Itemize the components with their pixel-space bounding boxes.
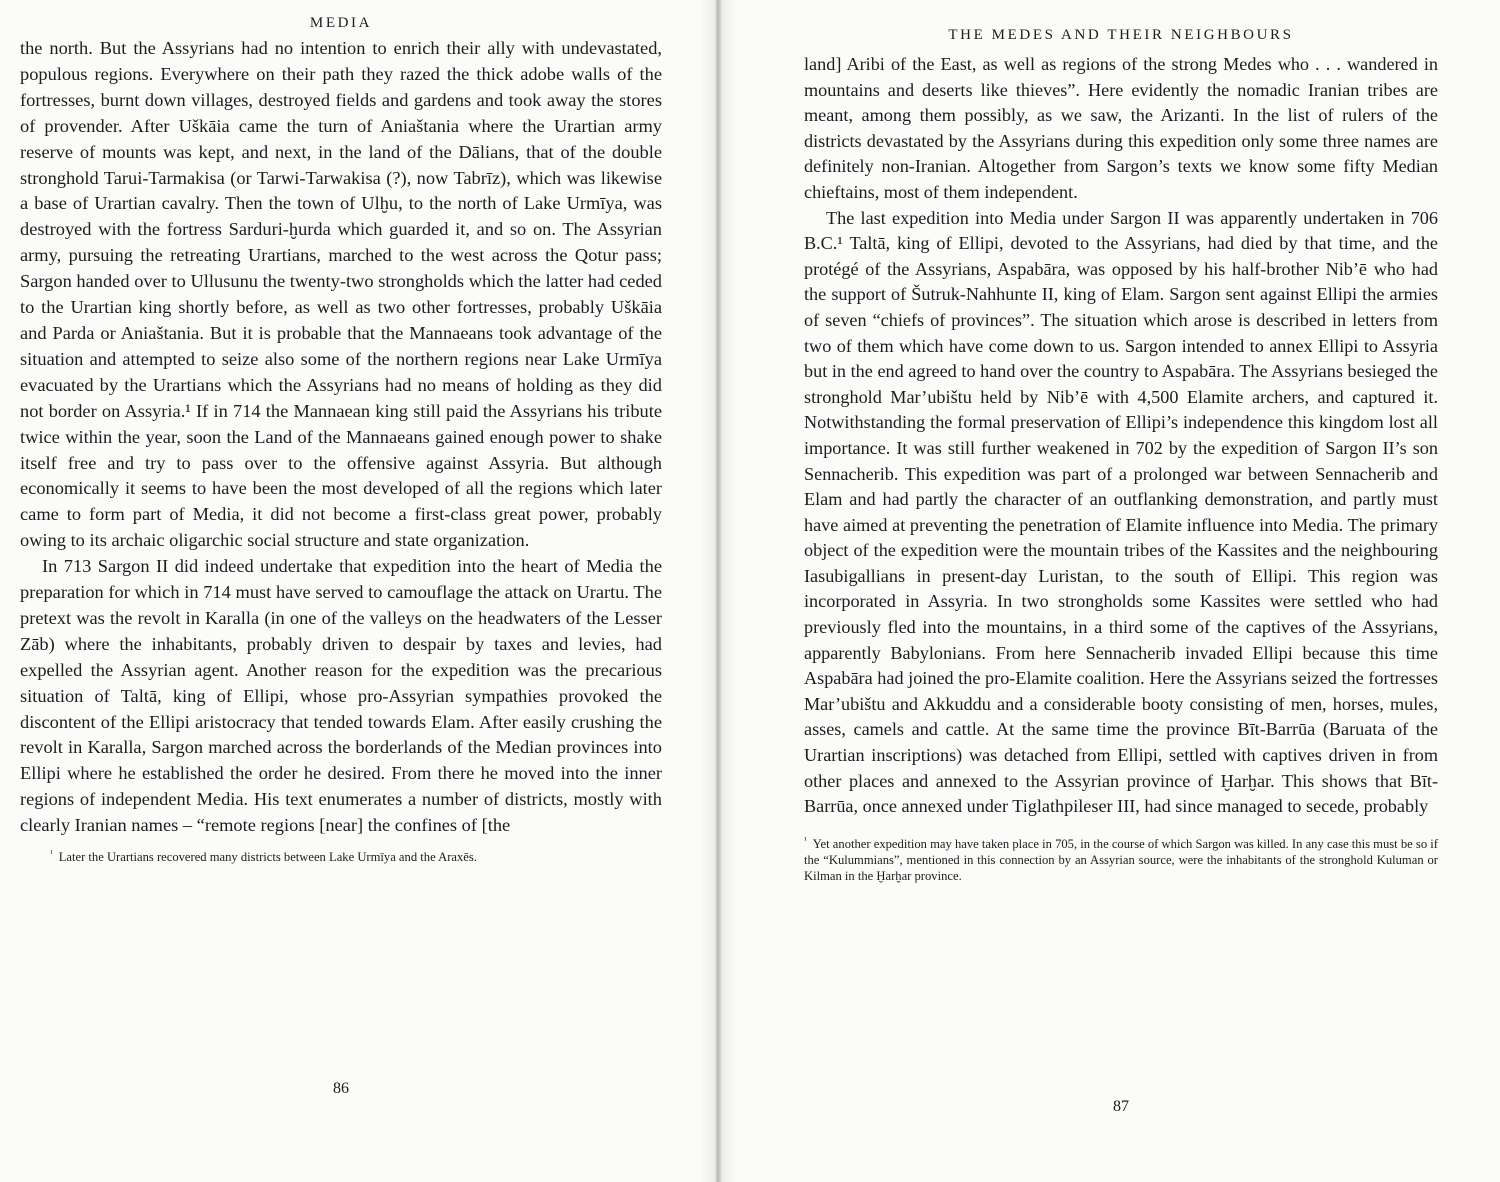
page-number: 86 <box>333 1080 349 1097</box>
book-gutter <box>700 0 736 1182</box>
running-head: MEDIA <box>309 15 373 31</box>
body-text <box>20 36 662 839</box>
right-page <box>804 0 1438 1115</box>
footnote-text: Yet another expedition may have taken place in 705, in the course of which Sargon was killed. In any case this must be so if the “Kulummians”, mentioned in this connection by an Assyrian source, were the inhabitants of the stronghold Kuluman or Kilman in the Ḫarḫar province. <box>804 837 1438 883</box>
page-number: 87 <box>1113 1098 1129 1115</box>
paragraph: the north. But the Assyrians had no intention to enrich their ally with undevastated, populous regions. Everywhere on their path they razed the thick adobe walls of the fortresses, burnt down villages, destroyed fields and gardens and took away the stores of provender. After Uškāia came the turn of Aniaštania where the Urartian army reserve of mounts was kept, and next, in the land of the Dālians, that of the double stronghold Tarui-Tarmakisa (or Tarwi-Tarwakisa (?), now Tabrīz), which was likewise a base of Urartian cavalry. Then the town of Ulḫu, to the north of Lake Urmīya, was destroyed with the fortress Sarduri-ḫurda which guarded it, and so on. The Assyrian army, pursuing the retreating Urartians, marched to the west across the Qotur pass; Sargon handed over to Ullusunu the twenty-two strongholds which the latter had ceded to the Urartian king shortly before, as well as two other fortresses, probably Uškāia and Parda or Aniaštania. But it is probable that the Mannaeans took advantage of the situation and attempted to seize also some of the northern regions near Lake Urmīya evacuated by the Urartians which the Assyrians had no means of holding as they did not border on Assyria.¹ If in 714 the Mannaean king still paid the Assyrians his tribute twice within the year, soon the Land of the Mannaeans gained enough power to shake itself free and try to pass over to the offensive against Assyria. But although economically it seems to have been the most developed of all the regions which later came to form part of Media, it did not become a first-class great power, probably owing to its archaic oligarchic social structure and state organization. <box>20 38 662 551</box>
footnote-mark: ¹ <box>50 848 53 859</box>
paragraph: land] Aribi of the East, as well as regions of the strong Medes who . . . wandered in mountains and deserts like thieves”. Here evidently the nomadic Iranian tribes are meant, among them possibly, as we saw, the Arizanti. In the list of rulers of the districts devastated by the Assyrians during this expedition only some three names are definitely non-Iranian. Altogether from Sargon’s texts we know some fifty Median chieftains, most of them independent. <box>804 54 1438 202</box>
paragraph: In 713 Sargon II did indeed undertake that expedition into the heart of Media the preparation for which in 714 must have served to camouflage the attack on Urartu. The pretext was the revolt in Karalla (in one of the valleys on the headwaters of the Lesser Zāb) where the inhabitants, probably driven to despair by taxes and levies, had expelled the Assyrian agent. Another reason for the expedition was the precarious situation of Taltā, king of Ellipi, whose pro-Assyrian sympathies provoked the discontent of the Ellipi aristocracy that tended towards Elam. After easily crushing the revolt in Karalla, Sargon marched across the borderlands of the Median provinces into Ellipi where he established the order he desired. From there he moved into the inner regions of independent Media. His text enumerates a number of districts, mostly with clearly Iranian names – “remote regions [near] the confines of [the <box>20 556 662 836</box>
footnote <box>804 832 1438 884</box>
left-page <box>20 0 662 1097</box>
footnote-text: Later the Urartians recovered many districts between Lake Urmīya and the Araxēs. <box>58 850 477 865</box>
footnote-mark: ¹ <box>804 834 807 845</box>
body-text <box>804 52 1438 820</box>
footnote <box>20 845 662 865</box>
running-head: THE MEDES AND THEIR NEIGHBOURS <box>948 27 1294 43</box>
paragraph: The last expedition into Media under Sargon II was apparently undertaken in 706 B.C.¹ Taltā, king of Ellipi, devoted to the Assyrians, had died by that time, and the protégé of the Assyrians, Aspabāra, was opposed by his half-brother Nib’ē who had the support of Šutruk-Nahhunte II, king of Elam. Sargon sent against Ellipi the armies of seven “chiefs of provinces”. The situation which arose is described in letters from two of them which have come down to us. Sargon intended to annex Ellipi to Assyria but in the end agreed to hand over the country to Aspabāra. The Assyrians besieged the stronghold Mar’ubištu held by Nib’ē with 4,500 Elamite archers, and captured it. Notwithstanding the formal preservation of Ellipi’s independence this kingdom lost all importance. It was still further weakened in 702 by the expedition of Sargon II’s son Sennacherib. This expedition was part of a prolonged war between Sennacherib and Elam and had partly the character of an outflanking demonstration, and partly must have aimed at preventing the penetration of Elamite influence into Media. The primary object of the expedition were the mountain tribes of the Kassites and the neighbouring Iasubigallians in present-day Luristan, to the south of Ellipi. This region was incorporated in Assyria. In two strongholds some Kassites were settled who had previously fled into the mountains, in a third some of the captives of the Assyrians, apparently Babylonians. From here Sennacherib invaded Ellipi because this time Aspabāra had joined the pro-Elamite coalition. Here the Assyrians seized the fortresses Mar’ubištu and Akkuddu and a considerable booty consisting of men, horses, mules, asses, camels and cattle. At the same time the province Bīt-Barrūa (Baruata of the Urartian inscriptions) was detached from Ellipi, settled with captives driven in from other places and annexed to the Assyrian province of Ḫarḫar. This shows that Bīt-Barrūa, once annexed under Tiglathpileser III, had since managed to secede, probably <box>804 207 1438 817</box>
